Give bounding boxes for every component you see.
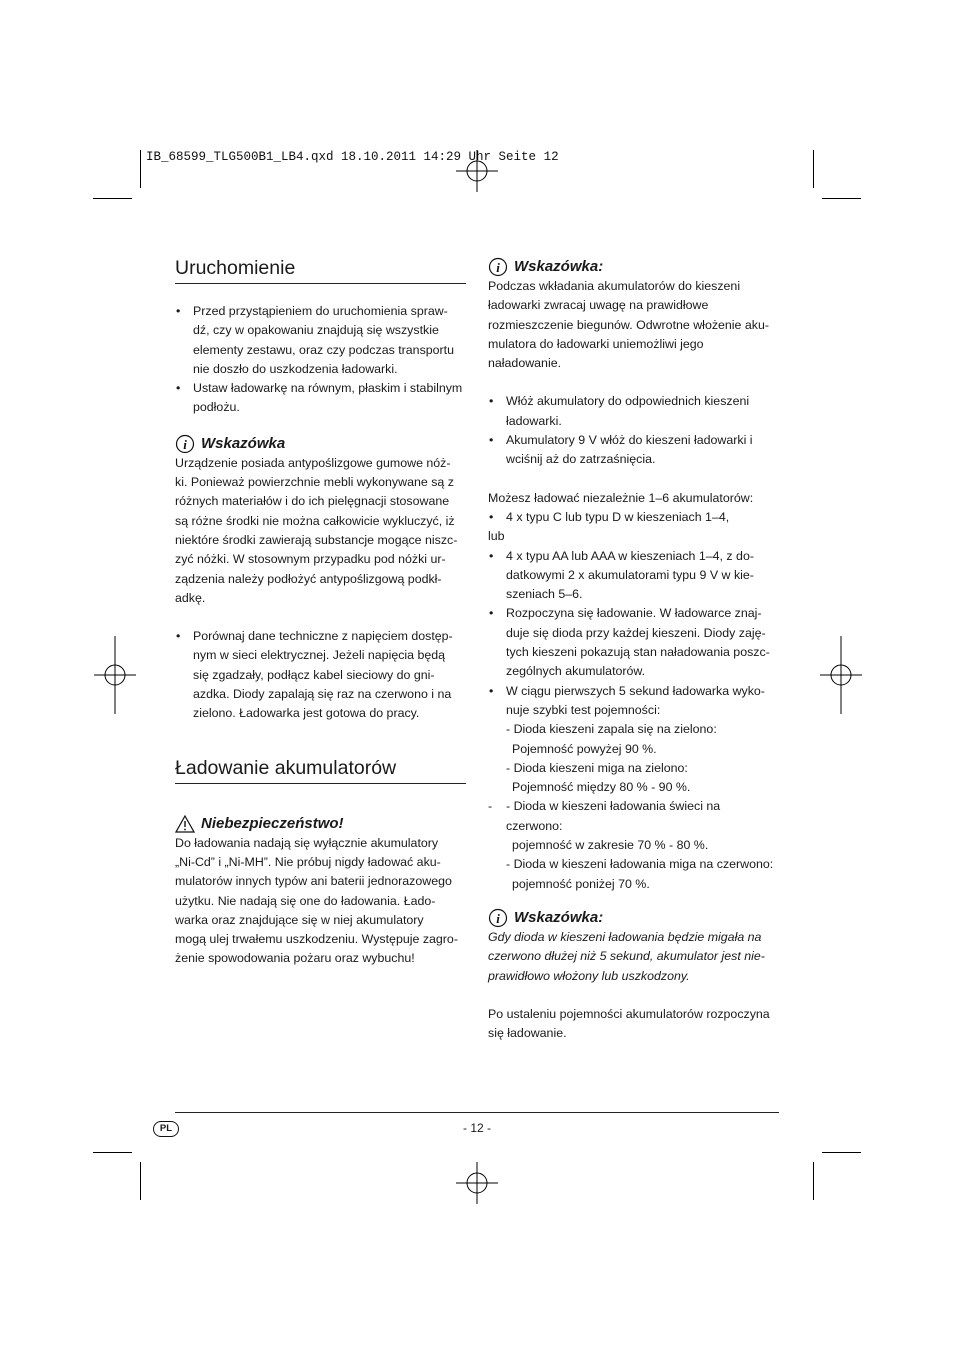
note-heading: i Wskazówka [175,434,466,454]
crop-mark [822,198,861,199]
final-paragraph: Po ustaleniu pojemności akumulatorów rozpoczyna się ładowanie. [488,1006,770,1041]
list-item: • W ciągu pierwszych 5 sekund ładowarka wyko- nuje szybki test pojemności: [489,683,765,717]
capacity-test-list: - Dioda kieszeni zapala się na zielono: Pojemność powyżej 90 %. - Dioda kieszeni miga na zielono: Pojemność między 80 % - 90 %. - - Dioda w kieszeni ładowania świeci na czerwono: pojemność w zakresie 70 % - 80 %. - Dioda w kieszeni ładowania miga na czerwono: pojemność poniżej 70 %. [488,722,774,891]
registration-mark-icon [820,636,862,714]
print-header: IB_68599_TLG500B1_LB4.qxd 18.10.2011 14:29 Uhr Seite 12 [146,150,559,164]
crop-mark [140,150,141,188]
list-item: • 4 x typu AA lub AAA w kieszeniach 1–4, z do- datkowymi 2 x akumulatorami typu 9 V w kie- szeniach 5–6. [489,548,754,602]
footer-rule [175,1112,779,1113]
list-item: • Porównaj dane techniczne z napięciem dostęp- nym w sieci elektrycznej. Jeżeli napięcia będą się zgadzały, podłącz kabel sieciowy do gni- azdka. Diody zapalają się raz na czerwono i na zielono. Ładowarka jest gotowa do pracy. [176,629,453,721]
list-item: • Ustaw ładowarkę na równym, płaskim i stabilnym podłożu. [176,381,463,415]
crop-mark [813,1162,814,1200]
crop-mark [93,1152,132,1153]
language-badge: PL [153,1121,179,1137]
list-item: • 4 x typu C lub typu D w kieszeniach 1–4, [489,509,730,524]
or-text: lub [488,529,505,544]
warning-heading: Niebezpieczeństwo! [175,814,466,834]
crop-mark [813,150,814,188]
stray-dash: - [488,799,493,814]
crop-mark [822,1152,861,1153]
list-item: • Rozpoczyna się ładowanie. W ładowarce znaj- duje się dioda przy każdej kieszeni. Diody zaję- tych kieszeni pokazują stan naładowania poszc- zególnych akumulatorów. [489,606,770,679]
list-item: • Przed przystąpieniem do uruchomienia spraw- dź, czy w opakowaniu znajdują się wszystkie elementy zestawu, oraz czy podczas transportu nie doszło do uszkodzenia ładowarki. [176,304,455,376]
note-body: Gdy dioda w kieszeni ładowania będzie migała na czerwono dłużej niż 5 sekund, akumulator jest nie- prawidłowo włożony lub uszkodzony. [488,929,765,983]
note-body: Urządzenie posiada antypoślizgowe gumowe nóż- ki. Ponieważ powierzchnie mebli wykonywane są z różnych materiałów i do ich pielęgnacji stosowane są różne środki nie można całkowicie wykluczyć, iż niektóre środki zawierają substancje mogące niszc- zyć nóżki. W stosownym przypadku pod nóżki ur- ządzenia należy podłożyć antypoślizgową podkł- adkę. [175,455,458,605]
registration-mark-icon [94,636,136,714]
svg-text:i: i [496,910,500,926]
right-column [488,257,780,1043]
note-body: Podczas wkładania akumulatorów do kieszeni ładowarki zwracaj uwagę na prawidłowe rozmieszczenie biegunów. Odwrotne włożenie aku- mulatora do ładowarki uniemożliwi jego naładowanie. [488,279,769,371]
warning-triangle-icon [175,815,195,833]
info-icon [488,908,508,928]
info-icon [175,434,195,454]
crop-mark [140,1162,141,1200]
warning-body: Do ładowania nadają się wyłącznie akumulatory „Ni-Cd” i „Ni-MH”. Nie próbuj nigdy ładować aku- mulatorów innych typów ani baterii jednorazowego użytku. Nie nadają się one do ładowania. Łado- warka oraz znajdujące się w niej akumulatory mogą ulej trwałemu uszkodzeniu. Występuje zagro- żenie spowodowania pożaru oraz wybuchu! [175,835,458,966]
section-title-uruchomienie: Uruchomienie [175,257,296,279]
svg-text:i: i [183,436,187,452]
note-heading: i Wskazówka: [488,257,780,277]
note-heading: i Wskazówka: [488,908,780,928]
info-icon [488,257,508,277]
crop-mark [93,198,132,199]
registration-mark-icon [456,1162,498,1204]
svg-text:i: i [496,260,500,275]
section-title-ladowanie: Ładowanie akumulatorów [175,756,397,779]
list-item: • Akumulatory 9 V włóż do kieszeni ładowarki i wciśnij aż do zatrzaśnięcia. [489,433,753,467]
page-number: - 12 - [462,1121,491,1135]
capacity-intro: Możesz ładować niezależnie 1–6 akumulatorów: [488,490,754,505]
list-item: • Włóż akumulatory do odpowiednich kieszeni ładowarki. [489,394,750,428]
left-column [175,256,466,969]
